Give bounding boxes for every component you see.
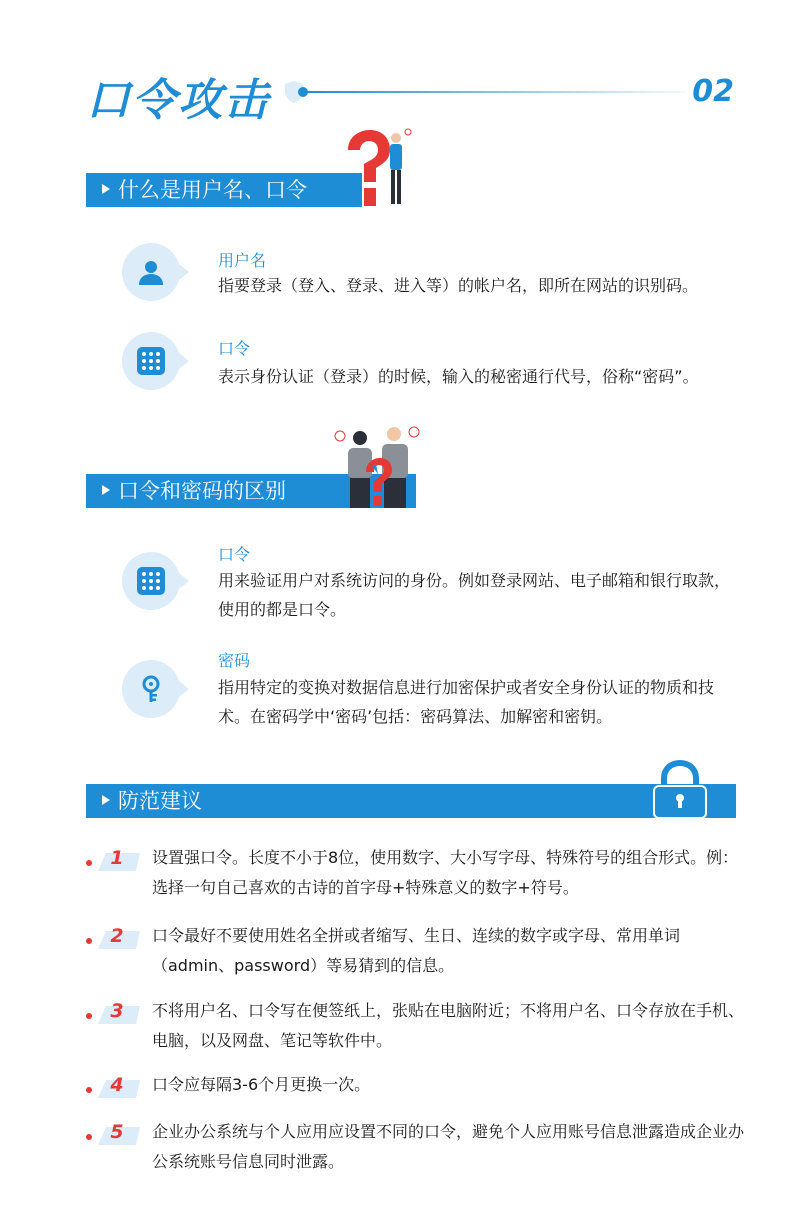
triangle-icon [102,184,110,194]
thinking-people-illustration [332,422,422,508]
item-text-password-2: 用来验证用户对系统访问的身份。例如登录网站、电子邮箱和银行取款，使用的都是口令。 [218,571,731,619]
triangle-icon [102,795,110,805]
bullet-dot [86,1013,92,1019]
item-text-password: 表示身份认证（登录）的时候，输入的秘密通行代号，俗称“密码”。 [218,367,699,386]
item-title-password-2: 口令 [218,545,251,564]
tip-text: 口令应每隔3-6个月更换一次。 [152,1075,371,1094]
item-text-username: 指要登录（登入、登录、进入等）的帐户名，即所在网站的识别码。 [218,276,699,295]
triangle-icon [102,485,110,495]
bullet-dot [86,1134,92,1140]
tip-number: 2 [110,925,124,947]
bullet-dot [86,938,92,944]
item-title-username: 用户名 [218,251,267,270]
page-title: 口令攻击 [86,75,270,126]
item-title-cipher: 密码 [218,651,251,670]
tip-text: 设置强口令。长度不小于8位，使用数字、大小写字母、特殊符号的组合形式。例：选择一句自己喜欢的古诗的首字母+特殊意义的数字+符号。 [152,848,739,897]
question-person-illustration [344,128,416,208]
keypad-icon [137,347,165,375]
tip-number: 1 [110,847,124,869]
tip-text: 企业办公系统与个人应用应设置不同的口令，避免个人应用账号信息泄露造成企业办公系统账号信息同时泄露。 [152,1122,745,1171]
tip-text: 口令最好不要使用姓名全拼或者缩写、生日、连续的数字或字母、常用单词（admin、password）等易猜到的信息。 [152,926,681,975]
padlock-icon [650,760,710,820]
keypad-icon-circle-2 [122,552,180,610]
bullet-dot [86,860,92,866]
user-icon [137,258,165,286]
tip-number: 4 [110,1074,124,1096]
tip-number: 3 [110,1000,124,1022]
item-text-cipher: 指用特定的变换对数据信息进行加密保护或者安全身份认证的物质和技术。在密码学中‘密码’包括：密码算法、加解密和密钥。 [218,678,715,726]
bullet-dot [86,1087,92,1093]
key-icon-circle [122,660,180,718]
page-number: 02 [692,74,734,109]
section-heading-difference: 口令和密码的区别 [86,474,416,508]
tip-text: 不将用户名、口令写在便签纸上，张贴在电脑附近；不将用户名、口令存放在手机、电脑，以及网盘、笔记等软件中。 [152,1001,745,1050]
tip-number: 5 [110,1121,124,1143]
item-title-password: 口令 [218,339,251,358]
section-bar-tail [712,784,736,818]
keypad-icon-circle [122,332,180,390]
keypad-icon [137,567,165,595]
key-icon [137,675,165,703]
title-divider [306,91,686,93]
user-icon-circle [122,243,180,301]
section-heading-advice: 防范建议 [86,784,736,818]
section-heading-what-is: 什么是用户名、口令 [86,173,362,207]
